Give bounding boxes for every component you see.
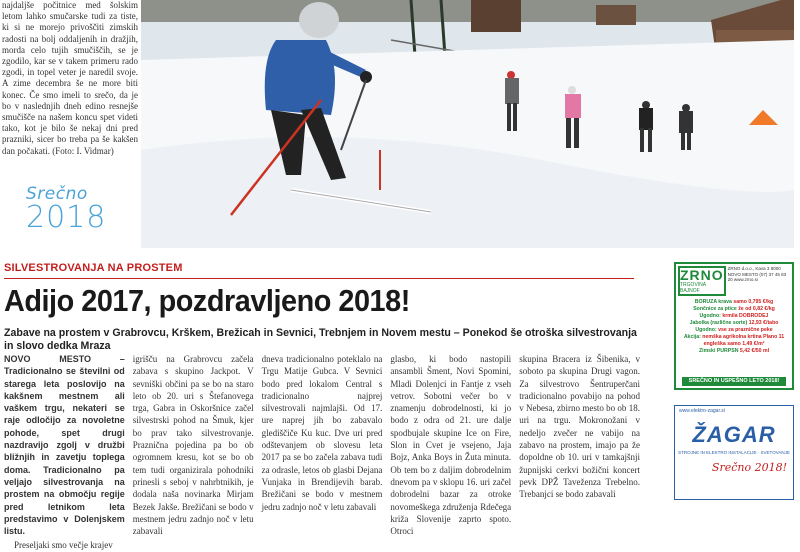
offer-item: BORUZA krava bbox=[694, 299, 732, 305]
article-column-4: glasbo, ki bodo nastopili ansambli Šment, Novi Spomini, Mladi Dolenjci in Fantje z vseh vetrov. Sobotni večer bo v znamenju dobrodelnosti, ki jo bodo z odra od 21. ure dalje spodbujale skupine Ice on Fire, Slon in Cvet je vsejeno, Jaja Bojz, Anka Boys in Žuta minuta. Ob tem bo z daljim dobrodelnim dnevom pa v sklopu 16. uri začel dobrodelni bazar za otroke novomeškega združenja Rdečega križa Slovenije zaprto spoto. Otroci bbox=[390, 354, 512, 537]
zagar-logo: ŽAGAR bbox=[692, 422, 776, 447]
article-headline: Adijo 2017, pozdravljeno 2018! bbox=[4, 283, 410, 318]
srecno-year: 2018 bbox=[26, 200, 107, 235]
offer-price: samo 0,795 €/kg bbox=[733, 299, 774, 305]
sidebar-rule bbox=[796, 0, 800, 500]
offer-price: 5,42 €/50 ml bbox=[739, 348, 770, 354]
zrno-brand-sub: TRGOVINA BAJNOF bbox=[680, 282, 706, 294]
intro-body: najdaljše počitnice med šolskim letom lahko smučarske tudi za tiste, ki si ne morejo privoščiti zimskih radosti na bolj oddaljenih in dražjih, morda celo tujih smučiščih, se je zgodilo, kar se v takem primeru rado zgodi, in topel veter je naredil svoje. A zime decembra še ne more biti konec. Če smo imeli to srečo, da je bo v naslednjih dneh edino resnejše smučišče na našem koncu spet videti tako, kot je bilo še nekaj dni pred prazniki, sicer bo treba pa še kakšen dan počakati. bbox=[2, 0, 138, 156]
zagar-url[interactable]: www.elektro-zagar.si bbox=[679, 408, 725, 414]
zrno-logo bbox=[678, 266, 726, 296]
article-column-2: igrišču na Grabrovcu začela zabava s skupino Jackpot. V sevniški občini pa se bo na staro leto ob 20. uri s Štefanovega trga, Gabra in Oskoršnice začel silvestrski pohod na Šmuk, kjer bo prav tako silvestrovanje. Praznična pojedina pa bo ob ogromnem kresu, kot se bo ob tem tudi organizirala pohodniki prinesli s seboj v nahrbtnikih, je dodala naša novinarka Mirjam Bezek Jakše. Brežičani se bodo v mestnem jedru zadnjo noč v letu zabavali bbox=[132, 354, 254, 537]
offer-item: Sončnice za ptice bbox=[693, 306, 737, 312]
intro-text bbox=[2, 0, 138, 157]
offer-item: Akcija: bbox=[683, 334, 701, 340]
article-column-5: skupina Bracera iz Šibenika, v soboto pa skupina Drugi vagon. Za silvestrovo Šentruperčani tradicionalno povabijo na pohod v Nebesa, zbirno mesto bo ob 18. uri na trgu. Mokronožani v nedeljo zvečer ne vabijo na zabavo na prostem, imajo pa že dopoldne ob 10. uri v tamkajšnji župnijski cerkvi božični koncert pevk DPŽ Taveženza Trebelno. Trebanjci se bodo zabavali bbox=[519, 354, 640, 500]
article-subhead: Zabave na prostem v Grabrovcu, Krškem, Brežicah in Sevnici, Trebnjem in Novem mestu – Ponekod še otroška silvestrovanja in slovo dedka Mraza bbox=[4, 327, 637, 352]
offer-price: krmila DOBRODEJ bbox=[722, 313, 769, 319]
zrno-contact: ZRNO d.o.o., Kava 3 8000 NOVO MESTO (07) 37 45 83 20 www.zrno.si bbox=[727, 266, 787, 282]
zrno-brand: ZRNO bbox=[680, 267, 724, 283]
article-kicker: SILVESTROVANJA NA PROSTEM bbox=[4, 262, 183, 274]
srecno-word: Srečno bbox=[26, 184, 88, 204]
zrno-offers bbox=[676, 298, 792, 356]
offer-price: vse za praznične peke bbox=[718, 327, 773, 333]
article-column-1 bbox=[4, 353, 125, 551]
zagar-greeting: Srečno 2018! bbox=[711, 461, 787, 474]
offer-item: Zimski PURPSN bbox=[698, 348, 739, 354]
article-body bbox=[4, 353, 640, 551]
zrno-ad[interactable] bbox=[674, 262, 794, 390]
ski-slope-illustration bbox=[141, 0, 794, 248]
offer-item: Ugodno: bbox=[699, 313, 721, 319]
kicker-divider bbox=[4, 278, 634, 279]
zrno-footer: SREČNO IN USPEŠNO LETO 2018! bbox=[682, 377, 786, 386]
zagar-ad[interactable] bbox=[674, 405, 794, 500]
offer-item: Ugodno: bbox=[695, 327, 719, 333]
photo-credit: (Foto: I. Vidmar) bbox=[52, 145, 114, 156]
intro-column bbox=[0, 0, 140, 248]
offer-item: Jabolka (različne sorte) bbox=[689, 320, 748, 326]
article-lead: NOVO MESTO – Tradicionalno se številni od starega leta poslovijo na kakšnem mestnem ali vaškem trgu, nekateri se raje odločijo za novoletne pohode, spet drugi nazdravijo zgolj v družbi bližnjih in zavetju toplega doma. Tradicionalno pa veljajo silvestrovanja na prostem na območju regije pred letnikom leta predstavimo v Dolenjskem listu. bbox=[4, 354, 125, 537]
ski-photo bbox=[141, 0, 794, 248]
article-column-3: dneva tradicionalno poteklalo na Trgu Matije Gubca. V Sevnici bodo pred lokalom Central s tradicionalno najprej silvestrovali najmlajši. Od 17. ure naprej jih bo zabavalo glediščiče Ku kuc. Dve uri pred odštevanjem ob slovesu leta 2017 pa se bo začela zabava tudi za odrasle, letos ob glasbi Dejana Vunjaka in Brendijevih barab. Brežičani se bodo v mestnem jedru zadnjo noč v letu zabavali bbox=[261, 354, 383, 512]
offer-price: 12,93 €/tabo bbox=[748, 320, 779, 326]
zagar-sub: STROJNE IN ELEKTRO INSTALACIJE · SVETOVANJE bbox=[678, 450, 790, 455]
article-col1-tail: Preseljaki smo večje krajev bbox=[14, 540, 113, 551]
srecno-graphic bbox=[26, 184, 106, 235]
offer-price: že od 0,82 €/kg bbox=[738, 306, 775, 312]
offer-price: nemška agrikolna krtina Plano 11 engleška samo 1,49 €/m² bbox=[702, 334, 785, 347]
